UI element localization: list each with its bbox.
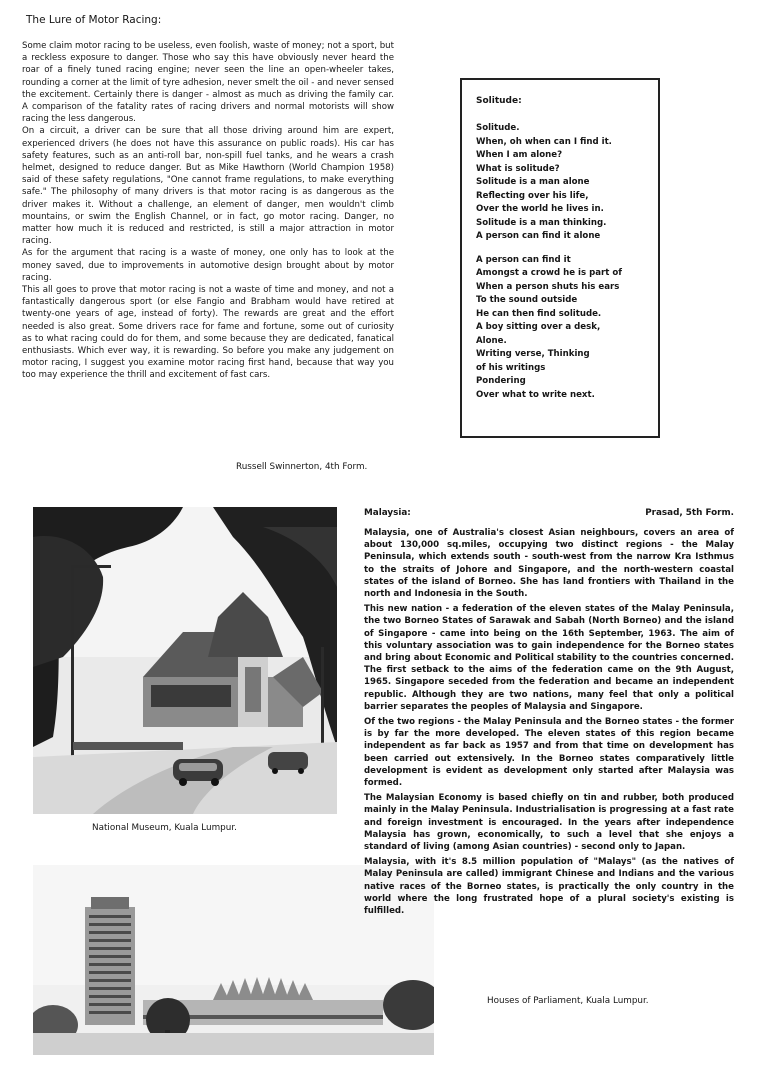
poem-line: Solitude is a man thinking.	[476, 217, 607, 228]
poem-line: of his writings	[476, 362, 546, 373]
poem-line: Over what to write next.	[476, 389, 595, 400]
malaysia-title: Malaysia:	[364, 508, 411, 518]
malaysia-paragraph: The Malaysian Economy is based chiefly on tin and rubber, both produced mainly in the Malay Peninsula. Industrialisation is progressing at a fast rate and foreign investment is encouraged. In the years after independence Malaysia has grown, economically, to such a level that she enjoys a standard of living (among Asian countries) - second only to Japan.	[364, 793, 734, 853]
poem-line: Reflecting over his life,	[476, 190, 589, 201]
malaysia-paragraph: This new nation - a federation of the eleven states of the Malay Peninsula, the two Borneo States of Sarawak and Sabah (North Borneo) and the island of Singapore - came into being on the 16th September, 1963. The aim of this voluntary association was to gain independence for the Borneo states and bring about Economic and Political stability to the countries concerned. The first setback to the aims of the federation came on the 9th August, 1965. Singapore seceded from the federation and became an independent republic. Although they are two nations, many feel that only a political barrier separates the peoples of Malaysia and Singapore.	[364, 604, 734, 712]
essay-paragraph: This all goes to prove that motor racing is not a waste of time and money, and not a fantastically dangerous sport (or else Fangio and Brabham would have retired at twenty-one years of age, instead of forty). The rewards are great and the effort needed is also great. Some drivers race for fame and fortune, some out of curiosity as to what racing could do for them, and some because they are dedicated, fanatical enthusiasts. Which ever way, it is rewarding. So before you make any judgement on motor racing, I suggest you examine motor racing first hand, because that way you too may experience the thrill and excitement of fast cars.	[22, 285, 394, 381]
poem-line: Writing verse, Thinking	[476, 349, 590, 359]
poem-line: Pondering	[476, 376, 526, 386]
poem-title: Solitude:	[476, 96, 522, 106]
poem-line: When a person shuts his ears	[476, 281, 620, 292]
poem-line: He can then find solitude.	[476, 308, 602, 319]
essay-paragraph: As for the argument that racing is a waste of money, one only has to look at the money saved, due to improvements in automotive design brought about by motor racing.	[22, 248, 394, 283]
museum-photo	[33, 507, 337, 814]
essay-paragraph: Some claim motor racing to be useless, even foolish, waste of money; not a sport, but a reckless exposure to danger. Those who say this have obviously never heard the roar of a finely tuned racing engine; never seen the line an open-wheeler takes, rounding a corner at the limit of tyre adhesion, never smelt the oil - and never sensed the excitement. Certainly there is danger - almost as much as driving the family car. A comparison of the fatality rates of racing drivers and normal motorists will show racing the less dangerous.	[22, 41, 394, 125]
malaysia-paragraph: Of the two regions - the Malay Peninsula and the Borneo states - the former is by far the more developed. The eleven states of this region became independent as far back as 1957 and from that time on development has been carried out extensively. In the Borneo states comparatively little development is evident as development only started after Malaysia was formed.	[364, 717, 734, 789]
malaysia-body	[364, 527, 734, 920]
poem-line: A person can find it alone	[476, 231, 601, 241]
malaysia-author: Prasad, 5th Form.	[645, 508, 734, 518]
essay-paragraph: On a circuit, a driver can be sure that all those driving around him are expert, experienced drivers (he does not have this assurance on public roads). His car has safety features, such as an anti-roll bar, non-spill fuel tanks, and he wears a crash helmet, designed to reduce danger. But as Mike Hawthorn (World Champion 1958) said of these safety regulations, "One cannot frame regulations, to make everything safe." The philosophy of many drivers is that motor racing is as dangerous as the driver makes it. Without a challenge, an element of danger, men wouldn't climb mountains, or swim the English Channel, or in fact, go motor racing. Danger, no matter how much it is reduced and restricted, is still a major attraction in motor racing.	[22, 126, 394, 247]
malaysia-paragraph: Malaysia, with it's 8.5 million population of "Malays" (as the natives of Malay Peninsula are called) immigrant Chinese and Indians and the various native races of the Borneo states, is practically the only country in the world where the long frustrated hope of a plural society's existing is fulfilled.	[364, 857, 734, 917]
poem-line: A boy sitting over a desk,	[476, 322, 601, 332]
poem-line: Solitude is a man alone	[476, 177, 590, 187]
poem-line: A person can find it	[476, 254, 571, 265]
poem-box	[460, 78, 660, 438]
poem-line: What is solitude?	[476, 163, 560, 174]
museum-caption: National Museum, Kuala Lumpur.	[92, 823, 237, 833]
essay-title: The Lure of Motor Racing:	[26, 14, 162, 26]
poem-line: Solitude.	[476, 123, 520, 133]
poem-stanza-1	[476, 122, 644, 244]
poem-line: To the sound outside	[476, 295, 578, 305]
essay-byline: Russell Swinnerton, 4th Form.	[236, 462, 368, 472]
poem-line: Over the world he lives in.	[476, 204, 604, 214]
poem-line: When, oh when can I find it.	[476, 136, 612, 147]
malaysia-header	[364, 508, 734, 518]
essay-body	[22, 40, 394, 382]
poem-line: When I am alone?	[476, 150, 563, 160]
parliament-caption: Houses of Parliament, Kuala Lumpur.	[487, 996, 649, 1006]
poem-line: Amongst a crowd he is part of	[476, 268, 623, 278]
poem-line: Alone.	[476, 335, 507, 346]
poem-stanza-2	[476, 254, 644, 403]
malaysia-paragraph: Malaysia, one of Australia's closest Asian neighbours, covers an area of about 130,000 sq.miles, occupying two distinct regions - the Malay Peninsula, which extends south - south-west from the narrow Kra Isthmus to the straits of Johore and Singapore, and the north-western coastal states of the island of Borneo. She has land frontiers with Thailand in the north and Indonesia in the South.	[364, 528, 734, 600]
